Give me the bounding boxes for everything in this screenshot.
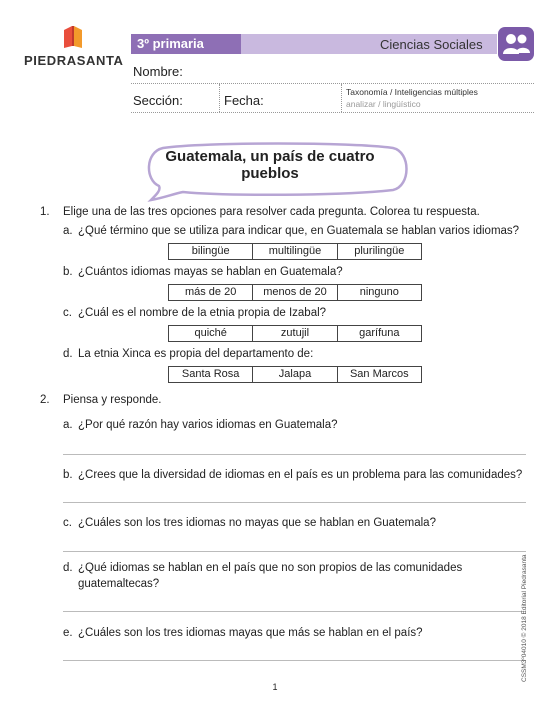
people-icon bbox=[498, 27, 534, 61]
question-text: ¿Cuántos idiomas mayas se hablan en Guatemala? bbox=[78, 266, 343, 278]
field-divider bbox=[219, 84, 220, 112]
option-cell[interactable]: más de 20 bbox=[169, 285, 253, 300]
answer-line[interactable] bbox=[63, 551, 526, 552]
question-text: ¿Por qué razón hay varios idiomas en Guatemala? bbox=[78, 419, 338, 431]
section-number: 1. bbox=[40, 206, 50, 218]
option-cell[interactable]: Santa Rosa bbox=[169, 367, 253, 382]
page-number: 1 bbox=[272, 682, 278, 692]
copyright-notice: CSSM3º04010 © 2018 Editorial Piedrasanta bbox=[521, 554, 528, 682]
option-cell[interactable]: ninguno bbox=[359, 286, 399, 298]
options-row bbox=[168, 284, 422, 301]
option-cell[interactable]: San Marcos bbox=[349, 368, 409, 380]
option-cell[interactable]: garífuna bbox=[359, 327, 400, 339]
question-text: ¿Qué idiomas se hablan en el país que no son propios de las comunidades bbox=[78, 562, 463, 574]
question-text: ¿Cuáles son los tres idiomas mayas que más se hablan en el país? bbox=[78, 627, 423, 639]
question-letter: d. bbox=[63, 348, 73, 360]
question-text-continued: guatemaltecas? bbox=[78, 578, 160, 590]
question-letter: e. bbox=[63, 627, 73, 639]
name-field-label: Nombre: bbox=[133, 64, 183, 79]
option-cell[interactable]: multilingüe bbox=[253, 244, 337, 259]
taxonomy-label: Taxonomía / Inteligencias múltiples bbox=[346, 87, 478, 97]
question-letter: d. bbox=[63, 562, 73, 574]
book-logo-icon bbox=[62, 24, 84, 50]
question-text: La etnia Xinca es propia del departamento de: bbox=[78, 348, 314, 360]
question-letter: c. bbox=[63, 307, 72, 319]
option-cell[interactable]: quiché bbox=[169, 326, 253, 341]
question-text: ¿Cuál es el nombre de la etnia propia de Izabal? bbox=[78, 307, 327, 319]
option-cell[interactable]: zutujil bbox=[253, 326, 337, 341]
question-text: ¿Crees que la diversidad de idiomas en el país es un problema para las comunidades? bbox=[78, 469, 523, 481]
answer-line[interactable] bbox=[63, 611, 526, 612]
answer-line[interactable] bbox=[63, 660, 526, 661]
section-instruction: Piensa y responde. bbox=[63, 394, 162, 406]
options-row bbox=[168, 325, 422, 342]
answer-line[interactable] bbox=[63, 454, 526, 455]
question-letter: a. bbox=[63, 419, 73, 431]
subject-badge bbox=[498, 27, 534, 61]
question-letter: c. bbox=[63, 517, 72, 529]
taxonomy-values: analizar / lingüístico bbox=[346, 99, 421, 109]
section-instruction: Elige una de las tres opciones para resolver cada pregunta. Colorea tu respuesta. bbox=[63, 206, 480, 218]
page-title: Guatemala, un país de cuatro pueblos bbox=[165, 148, 375, 182]
option-cell[interactable]: bilingüe bbox=[169, 244, 253, 259]
question-letter: b. bbox=[63, 469, 73, 481]
option-cell[interactable]: menos de 20 bbox=[253, 285, 337, 300]
answer-line[interactable] bbox=[63, 502, 526, 503]
section-field-line bbox=[131, 112, 534, 113]
question-text: ¿Cuáles son los tres idiomas no mayas que se hablan en Guatemala? bbox=[78, 517, 436, 529]
section-field-label: Sección: bbox=[133, 93, 183, 108]
field-divider bbox=[341, 84, 342, 112]
question-letter: b. bbox=[63, 266, 73, 278]
options-row bbox=[168, 366, 422, 383]
section-number: 2. bbox=[40, 394, 50, 406]
option-cell[interactable]: Jalapa bbox=[253, 367, 337, 382]
question-text: ¿Qué término que se utiliza para indicar que, en Guatemala se hablan varios idiomas? bbox=[78, 225, 520, 237]
subject-label: Ciencias Sociales bbox=[380, 37, 483, 52]
brand-logo-text: PIEDRASANTA bbox=[24, 53, 124, 68]
options-row bbox=[168, 243, 422, 260]
date-field-label: Fecha: bbox=[224, 93, 264, 108]
grade-label: 3º primaria bbox=[137, 36, 204, 51]
question-letter: a. bbox=[63, 225, 73, 237]
name-field-line bbox=[131, 83, 534, 84]
option-cell[interactable]: plurilingüe bbox=[354, 245, 405, 257]
